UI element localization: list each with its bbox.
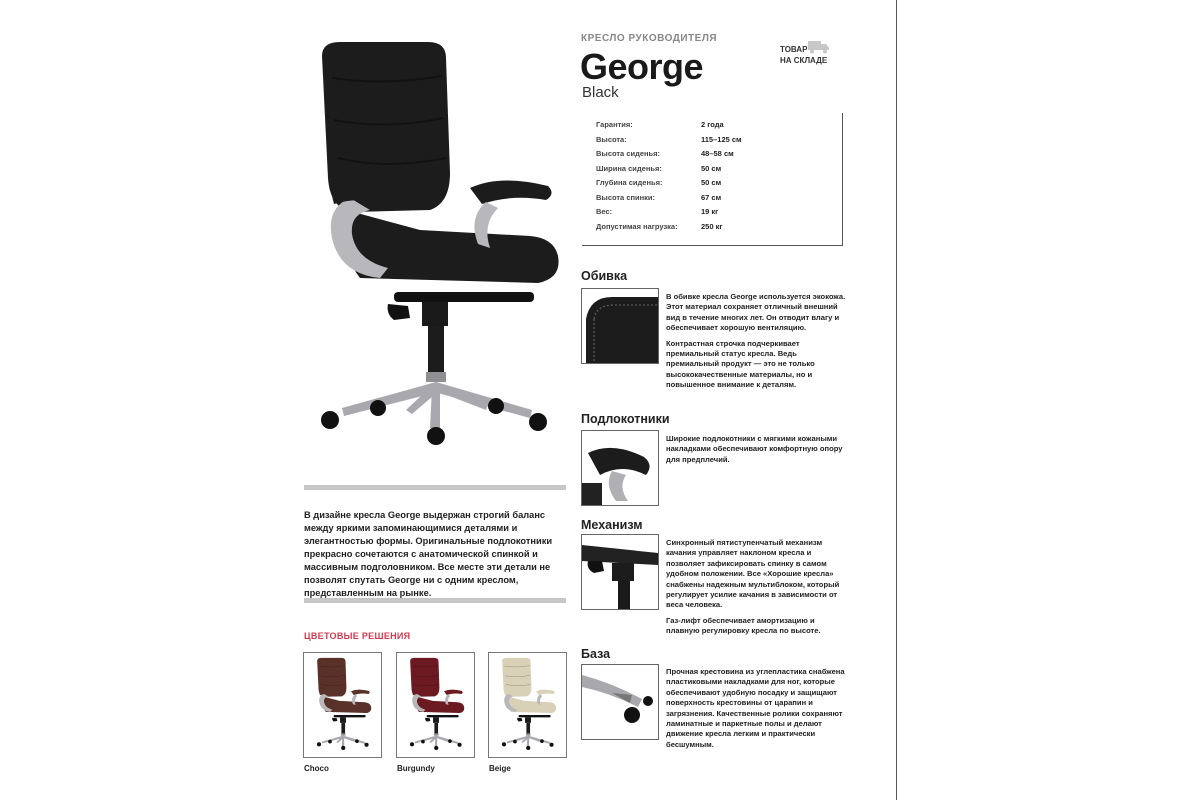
mechanism-text: Синхронный пятиступенчатый механизм качания управляет наклоном кресла и позволяет зафиксировать спинку в самом удобном положении. Все «Хорошие кресла» снабжены надежным мультиблоком, который регулирует усилие качания в зависимости от веса человека. Газ-лифт обеспечивает амортизацию и плавную регулировку кресла по высоте. xyxy=(666,538,840,636)
color-option-burgundy[interactable] xyxy=(396,652,475,758)
color-name-choco: Choco xyxy=(304,764,329,773)
base-thumbnail xyxy=(581,664,659,740)
base-title: База xyxy=(581,647,611,661)
page-edge xyxy=(896,0,897,800)
colors-title: ЦВЕТОВЫЕ РЕШЕНИЯ xyxy=(304,631,411,641)
color-option-choco[interactable] xyxy=(303,652,382,758)
mechanism-thumbnail xyxy=(581,534,659,610)
divider-top xyxy=(304,485,566,490)
upholstery-thumbnail xyxy=(581,288,659,364)
armrests-thumbnail xyxy=(581,430,659,506)
product-category: КРЕСЛО РУКОВОДИТЕЛЯ xyxy=(581,33,718,44)
upholstery-text: В обивке кресла George используется экокожа. Этот материал сохраняет отличный внешний вид в течение многих лет. Он отводит влагу и обеспечивает хорошую вентиляцию. Контрастная строчка подчеркивает премиальный статус кресла. Ведь премиальный продукт — это не только высококачественные материалы, но и повышенное внимание к деталям. xyxy=(666,292,846,390)
mechanism-title: Механизм xyxy=(581,518,643,532)
color-name-beige: Beige xyxy=(489,764,511,773)
divider-bottom xyxy=(304,598,566,603)
color-swatch-choco xyxy=(304,653,381,757)
armrests-title: Подлокотники xyxy=(581,412,670,426)
base-text: Прочная крестовина из углепластика снабжена пластиковыми накладками для ног, которые обеспечивают удобную посадку и защищают поверхность крестовины от царапин и загрязнения. Качественные ролики сохраняют ламинатные и паркетные полы и делают движение кресла легким и практически бесшумным. xyxy=(666,667,845,749)
color-name-burgundy: Burgundy xyxy=(397,764,435,773)
upholstery-title: Обивка xyxy=(581,269,628,283)
armrests-text: Широкие подлокотники с мягкими кожаными накладками обеспечивают комфортную опору для предплечий. xyxy=(666,434,843,464)
intro-text: В дизайне кресла George выдержан строгий баланс между яркими запоминающимися деталями и элегантностью формы. Оригинальные подлокотники прекрасно сочетаются с анатомической спинкой и массивным подголовником. Все месте эти детали не позволят спутать George ни с одним креслом, представленным на рынке. xyxy=(304,510,553,598)
color-option-beige[interactable] xyxy=(488,652,567,758)
color-swatch-burgundy xyxy=(397,653,474,757)
color-swatch-beige xyxy=(489,653,566,757)
product-title: George xyxy=(580,46,704,87)
product-color: Black xyxy=(582,84,619,101)
specs-table: Гарантия: 2 года Высота: 115–125 см Высота сиденья: 48–58 см Ширина сиденья: 50 см Глубина сиденья: 50 см Высота спинки: 67 см Вес: 19 кг Допустимая нагрузка: 250 кг xyxy=(582,113,843,246)
hero-chair-image xyxy=(300,38,570,458)
truck-icon xyxy=(808,40,830,54)
stock-status: ТОВАР НА СКЛАДЕ xyxy=(780,45,828,65)
